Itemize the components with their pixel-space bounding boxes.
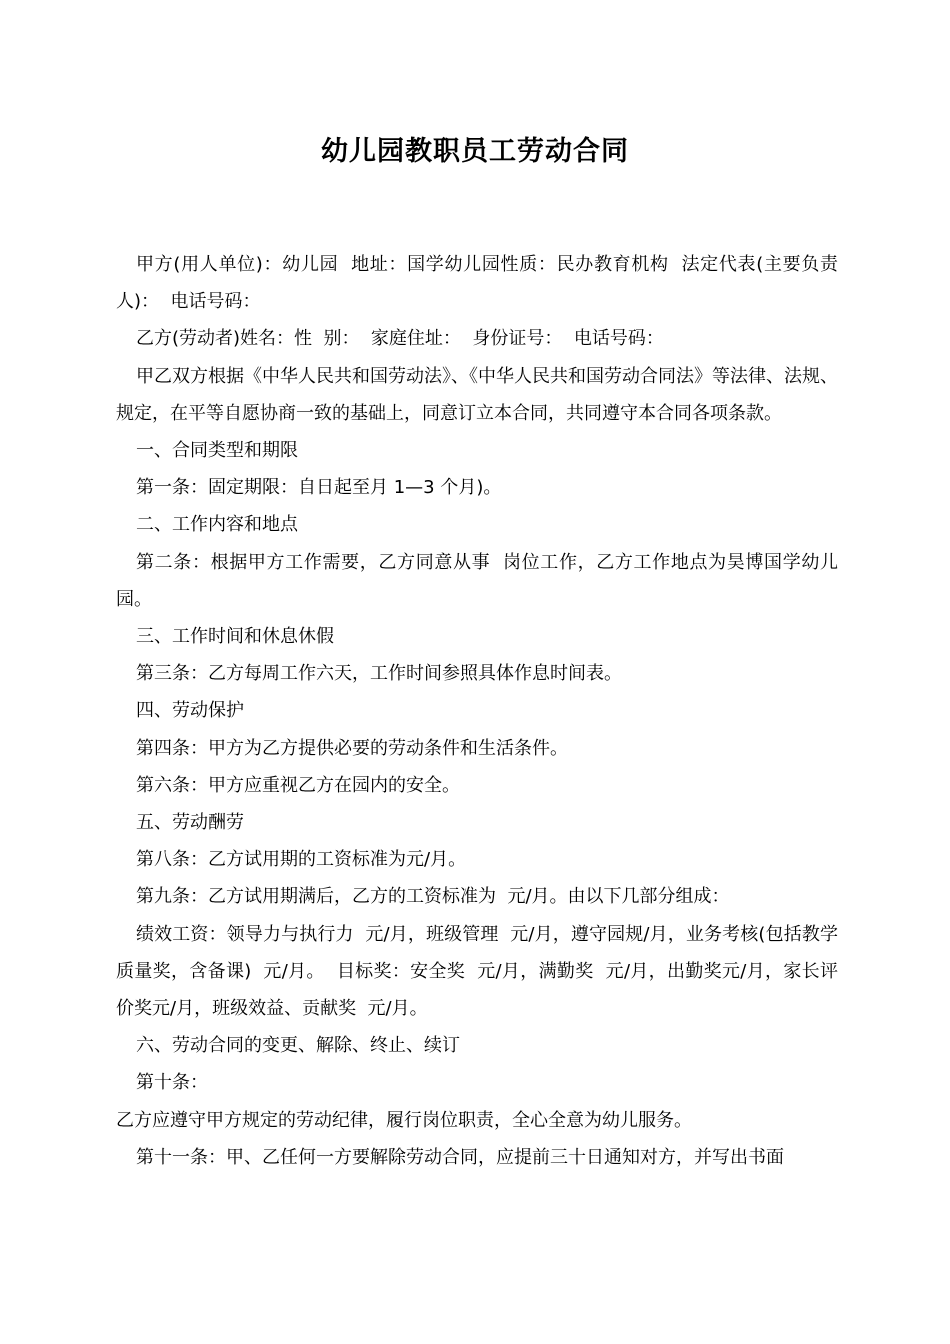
article-11: 第十一条：甲、乙任何一方要解除劳动合同，应提前三十日通知对方，并写出书面 <box>136 1146 784 1168</box>
section-heading-5: 五、劳动酬劳 <box>136 812 244 834</box>
article-1: 第一条：固定期限：自日起至月 1—3 个月)。 <box>136 477 502 499</box>
paragraph-performance-pay: 绩效工资：领导力与执行力 元/月，班级管理 元/月，遵守园规/月，业务考核(包括教学质量奖，含备课) 元/月。 目标奖：安全奖 元/月，满勤奖 元/月，出勤奖元/月，家长评价奖元/月，班级效益、贡献奖 元/月。 <box>116 923 838 1020</box>
section-heading-1: 一、合同类型和期限 <box>136 440 298 462</box>
document-title: 幼儿园教职员工劳动合同 <box>321 136 629 167</box>
section-heading-2: 二、工作内容和地点 <box>136 514 298 536</box>
section-heading-6: 六、劳动合同的变更、解除、终止、续订 <box>136 1035 460 1057</box>
section-heading-3: 三、工作时间和休息休假 <box>136 626 334 648</box>
article-6: 第六条：甲方应重视乙方在园内的安全。 <box>136 774 460 796</box>
paragraph-party-a: 甲方(用人单位)：幼儿园 地址：国学幼儿园性质：民办教育机构 法定代表(主要负责人)： 电话号码： <box>116 254 838 313</box>
article-3: 第三条：乙方每周工作六天，工作时间参照具体作息时间表。 <box>136 663 622 685</box>
article-4: 第四条：甲方为乙方提供必要的劳动条件和生活条件。 <box>136 737 568 759</box>
article-2: 第二条：根据甲方工作需要，乙方同意从事 岗位工作，乙方工作地点为昊博国学幼儿园。 <box>116 551 838 610</box>
paragraph-discipline: 乙方应遵守甲方规定的劳动纪律，履行岗位职责，全心全意为幼儿服务。 <box>116 1109 692 1131</box>
paragraph-party-b: 乙方(劳动者)姓名：性 别： 家庭住址： 身份证号： 电话号码： <box>136 328 664 350</box>
article-10: 第十条： <box>136 1072 208 1094</box>
article-9: 第九条：乙方试用期满后，乙方的工资标准为 元/月。由以下几部分组成： <box>136 886 730 908</box>
section-heading-4: 四、劳动保护 <box>136 700 244 722</box>
document-body <box>116 246 838 1176</box>
article-8: 第八条：乙方试用期的工资标准为元/月。 <box>136 849 467 871</box>
paragraph-preamble: 甲乙双方根据《中华人民共和国劳动法》、《中华人民共和国劳动合同法》等法律、法规、规定，在平等自愿协商一致的基础上，同意订立本合同，共同遵守本合同各项条款。 <box>116 365 838 424</box>
